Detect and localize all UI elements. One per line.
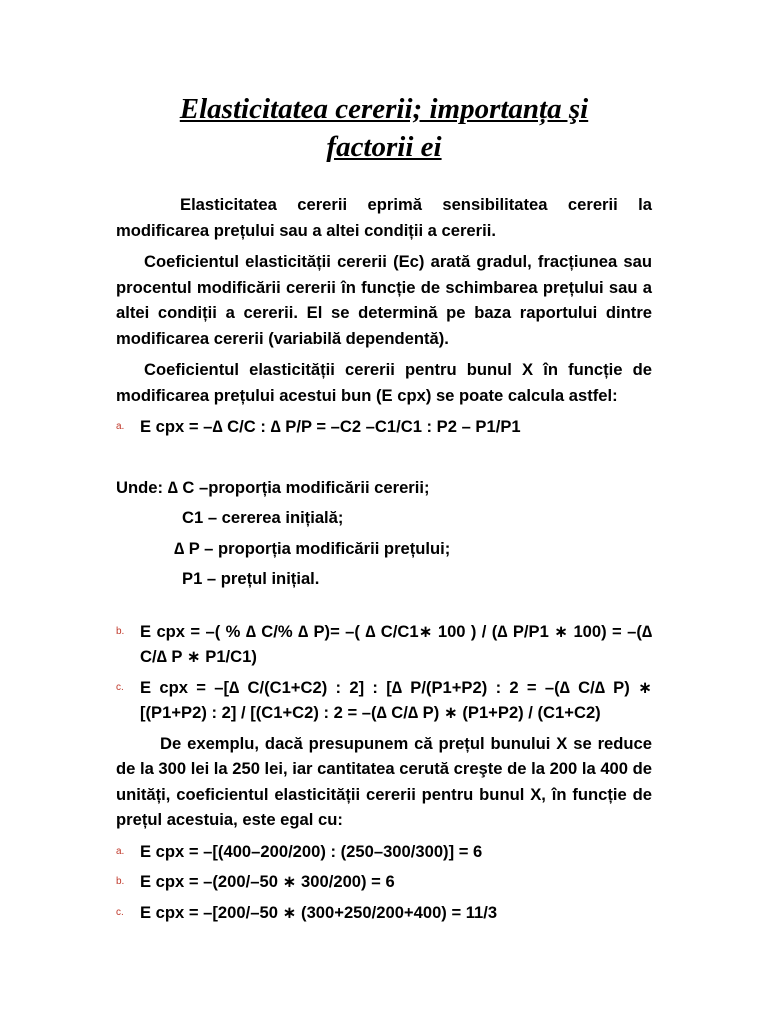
spacer bbox=[116, 597, 652, 619]
document-title bbox=[116, 90, 652, 166]
list-marker: a. bbox=[116, 421, 125, 432]
definition-c1: C1 – cererea inițială; bbox=[182, 508, 344, 527]
list-marker: c. bbox=[116, 681, 124, 693]
formula-a bbox=[116, 414, 652, 440]
definition-p1: P1 – prețul inițial. bbox=[182, 569, 320, 588]
example-c bbox=[116, 900, 652, 926]
title-line-2: factorii ei bbox=[326, 131, 442, 163]
formula-b bbox=[116, 619, 652, 670]
paragraph-example: De exemplu, dacă presupunem că prețul bunului X se reduce de la 300 lei la 250 lei, iar cantitatea cerută creşte de la 200 la 400 de unități, coeficientul elasticității cererii pentru bunul X, în funcție de prețul acestuia, este egal cu: bbox=[116, 733, 652, 829]
formula-text: E cpx = –( % ∆ C/% ∆ P)= –( ∆ C/C1∗ 100 ) / (∆ P/P1 ∗ 100) = –(∆ C/∆ P ∗ P1/C1) bbox=[140, 621, 652, 666]
example-text: E cpx = –[200/–50 ∗ (300+250/200+400) = 11/3 bbox=[140, 902, 498, 922]
paragraph-calculation: Coeficientul elasticității cererii pentru bunul X în funcție de modificarea prețului acestui bun (E cpx) se poate calcula astfel: bbox=[116, 360, 652, 405]
list-marker: b. bbox=[116, 625, 125, 637]
formula-c bbox=[116, 675, 652, 726]
example-a bbox=[116, 839, 652, 865]
example-text: E cpx = –[(400–200/200) : (250–300/300)] = 6 bbox=[140, 841, 483, 861]
paragraph-coefficient: Coeficientul elasticității cererii (Ec) arată gradul, fracțiunea sau procentul modificării cererii în funcție de schimbarea prețului sau a altei condiții a cererii. El se determină pe baza raportului dintre modificarea cererii (variabilă dependentă). bbox=[116, 252, 652, 348]
definition-delta-c: Unde: ∆ C –proporția modificării cererii; bbox=[116, 477, 430, 497]
formula-text: E cpx = –∆ C/C : ∆ P/P = –C2 –C1/C1 : P2 – P1/P1 bbox=[140, 417, 521, 436]
title-line-1: Elasticitatea cererii; importanța şi bbox=[179, 93, 589, 125]
example-b bbox=[116, 869, 652, 895]
formula-text: E cpx = –[∆ C/(C1+C2) : 2] : [∆ P/(P1+P2) : 2 = –(∆ C/∆ P) ∗ [(P1+P2) : 2] / [(C1+C2) : 2 = –(∆ C/∆ P) ∗ (P1+P2) / (C1+C2) bbox=[140, 677, 652, 722]
definition-delta-p: ∆ P – proporția modificării prețului; bbox=[174, 538, 451, 558]
list-marker: a. bbox=[116, 845, 125, 857]
example-text: E cpx = –(200/–50 ∗ 300/200) = 6 bbox=[140, 872, 395, 891]
paragraph-definition: Elasticitatea cererii eprimă sensibilitatea cererii la modificarea prețului sau a altei condiții a cererii. bbox=[116, 195, 652, 240]
spacer bbox=[116, 445, 652, 475]
list-marker: b. bbox=[116, 876, 125, 887]
list-marker: c. bbox=[116, 906, 124, 918]
